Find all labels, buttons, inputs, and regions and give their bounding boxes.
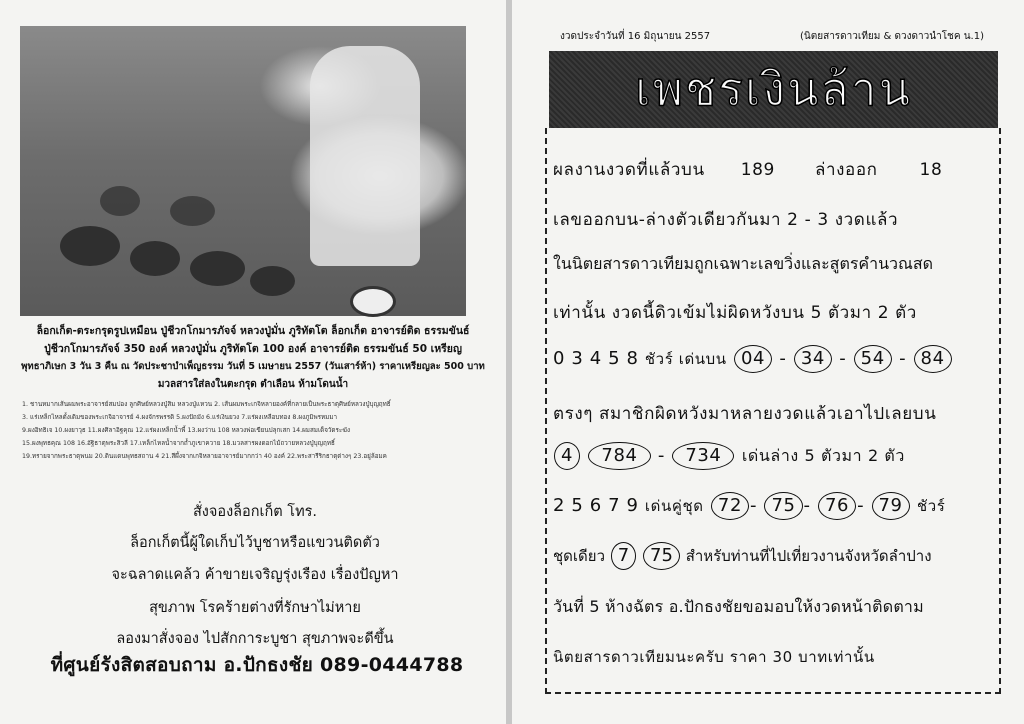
circled-number: 72 xyxy=(711,492,749,520)
circled-number: 75 xyxy=(643,542,680,570)
order-line: สั่งจองล็อกเก็ต โทร. xyxy=(192,504,318,520)
text-row: ตรงๆ สมาชิกผิดหวังมาหลายงวดแล้วเอาไปเลยบน xyxy=(553,404,937,424)
circled-number: 734 xyxy=(672,442,734,470)
list-item: 9.ผงอิทธิเจ 10.ผงยาวุธ 11.ผงศิลาอิฐคุณ 12.แร่ผงเหล็กน้ำพี้ 13.ผงว่าน 108 หลวงพ่อเขียนปลุกเสก 14.ผมสมเด็จวัดระฆัง xyxy=(22,427,351,434)
caption-line: พุทธาภิเษก 3 วัน 3 คืน ณ วัดประชาบำเพ็ญธรรม วันที่ 5 เมษายน 2557 (วันเสาร์ห้า) ราคาเหรียญละ 500 บาท xyxy=(21,361,485,372)
order-line: ล็อกเก็ตนี้ผู้ใดเก็บไว้บูชาหรือแขวนติดตัว xyxy=(130,535,380,551)
order-line: จะฉลาดแคล้ว ค้าขายเจริญรุ่งเรือง เรื่องปัญหา xyxy=(111,567,399,583)
text-row: นิตยสารดาวเทียมนะครับ ราคา 30 บาทเท่านั้น xyxy=(553,648,875,666)
numbers-row: ชุดเดียว 7 75 สำหรับท่านที่ไปเที่ยวงานจังหวัดลำปาง xyxy=(553,542,993,570)
result-row: ผลงานงวดที่แล้วบน 189 ล่างออก 18 xyxy=(553,160,943,180)
text-row: ในนิตยสารดาวเทียมถูกเฉพาะเลขวิ่งและสูตรคำนวณสด xyxy=(553,254,934,273)
circled-number: 79 xyxy=(872,492,910,520)
circled-number: 34 xyxy=(794,345,832,373)
issue-date: งวดประจำวันที่ 16 มิถุนายน 2557 xyxy=(560,31,711,42)
circled-number: 784 xyxy=(588,442,650,470)
circled-number: 54 xyxy=(854,345,892,373)
circled-number: 4 xyxy=(554,442,580,470)
title: เพชรเงินล้าน xyxy=(634,62,913,116)
list-item: 3. แร่เหล็กไหลดั้งเดิมของพระเกจิอาจารย์ 4.ผงจักรพรรดิ 5.ผงปัถมัง 6.แร่เงินยวง 7.แร่ผงเหลือบทอง 8.ผงภูมิพรหมมา xyxy=(22,414,338,421)
list-item: 19.ทรายจากพระธาตุพนม 20.ดินแดนพุทธสถาน 4 21.สีผึ้งจากเกจิหลายอาจารย์มากกว่า 40 องค์ 22.พระสารีริกธาตุต่างๆ 23.อยู่ล้อมค xyxy=(22,453,387,460)
numbers-row: 2 5 6 7 9 เด่นคู่ชุด 72 - 75 - 76 - 79 ชัวร์ xyxy=(553,492,993,520)
circled-number: 84 xyxy=(914,345,952,373)
order-line: สุขภาพ โรคร้ายต่างที่รักษาไม่หาย xyxy=(149,600,361,616)
caption-block xyxy=(18,322,488,376)
circled-number: 75 xyxy=(764,492,802,520)
text-row: เท่านั้น งวดนี้ดิวเข้มไม่ผิดหวังบน 5 ตัวมา 2 ตัว xyxy=(553,303,917,323)
text-row: เลขออกบน-ล่างตัวเดียวกันมา 2 - 3 งวดแล้ว xyxy=(553,210,899,230)
list-item: 1. ชานหมากเส้นผมพระอาจารย์สมปอง ลูกศิษย์หลวงปู่สิม หลวงปู่แหวน 2. เส้นผมพระเกจิหลายองค์ที่กลายเป็นพระธาตุศิษย์หลวงปู่บุญฤทธิ์ xyxy=(22,401,391,408)
circled-number: 7 xyxy=(611,542,636,570)
title-banner xyxy=(549,51,998,128)
numbers-row: 4 784 - 734 เด่นล่าง 5 ตัวมา 2 ตัว xyxy=(553,442,993,470)
caption-line: ล็อกเก็ต-ตระกรุดรูปเหมือน ปู่ชีวกโกมารภัจจ์ หลวงปู่มั่น ภูริทัตโต ล็อกเก็ต อาจารย์ติด ธรรมขันธ์ xyxy=(36,325,470,337)
circled-number: 76 xyxy=(818,492,856,520)
ingredient-list xyxy=(22,398,492,463)
magazine-name: (นิตยสารดาวเทียม & ดวงดาวนำโชค น.1) xyxy=(800,31,984,42)
caption-line: ปู่ชีวกโกมารภัจจ์ 350 องค์ หลวงปู่มั่น ภูริทัตโต 100 องค์ อาจารย์ติด ธรรมขันธ์ 50 เหรียญ xyxy=(44,343,462,355)
list-item: 15.ผงพุทธคุณ 108 16.อัฐิธาตุพระสิวลี 17.เหล็กไหลน้ำจากถ้ำภูเขาควาย 18.มวลสารผงดอกไม้ถวายหลวงปู่บุญฤทธิ์ xyxy=(22,440,335,447)
caption-note: มวลสารใส่ลงในตะกรุด ตำเลือน ห้ามโดนน้ำ xyxy=(157,379,349,390)
circled-number: 04 xyxy=(734,345,772,373)
amulet-photo xyxy=(20,26,466,316)
contact-line: ที่ศูนย์รังสิตสอบถาม อ.ปักธงชัย 089-0444788 xyxy=(50,654,464,676)
numbers-row: 0 3 4 5 8 ชัวร์ เด่นบน 04 - 34 - 54 - 84 xyxy=(553,345,993,373)
text-row: วันที่ 5 ห้างฉัตร อ.ปักธงชัยขอมอบให้งวดหน้าติดตาม xyxy=(553,597,924,616)
order-line: ลองมาสั่งจอง ไปสักการะบูชา สุขภาพจะดีขึ้น xyxy=(116,631,394,647)
